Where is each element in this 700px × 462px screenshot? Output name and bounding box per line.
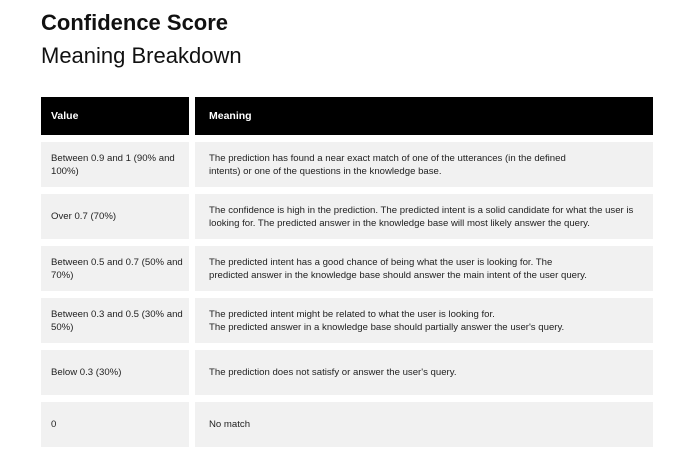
table-row	[41, 246, 653, 291]
meaning-cell	[195, 298, 653, 343]
meaning-cell	[195, 350, 653, 395]
meaning-line: The predicted answer in a knowledge base should partially answer the user's query.	[209, 321, 565, 333]
meaning-cell	[195, 194, 653, 239]
value-cell: 0	[41, 402, 189, 447]
table-row	[41, 350, 653, 395]
meaning-line: The predicted intent might be related to what the user is looking for.	[209, 308, 495, 320]
meaning-line: The prediction has found a near exact match of one of the utterances (in the defined	[209, 152, 566, 164]
meaning-line: No match	[209, 419, 251, 430]
meaning-line: The confidence is high in the prediction. The predicted intent is a solid candidate for what the user is	[209, 204, 634, 216]
meaning-cell	[195, 142, 653, 187]
table-row	[41, 142, 653, 187]
meaning-line: The predicted intent has a good chance of being what the user is looking for. The	[209, 256, 553, 268]
header-value: Value	[41, 97, 189, 135]
value-cell: Between 0.3 and 0.5 (30% and 50%)	[41, 298, 189, 343]
table-row	[41, 194, 653, 239]
meaning-line: intents) or one of the questions in the knowledge base.	[209, 165, 442, 177]
meaning-cell	[195, 246, 653, 291]
meaning-line: The prediction does not satisfy or answer the user's query.	[209, 367, 457, 378]
confidence-table	[41, 97, 653, 454]
table-row	[41, 298, 653, 343]
meaning-line: looking for. The predicted answer in the knowledge base will most likely answer the query.	[209, 217, 590, 229]
table-header-row	[41, 97, 653, 135]
table-row	[41, 402, 653, 447]
meaning-line: predicted answer in the knowledge base should answer the main intent of the user query.	[209, 269, 587, 281]
header-meaning: Meaning	[195, 97, 653, 135]
value-cell: Between 0.9 and 1 (90% and 100%)	[41, 142, 189, 187]
value-cell: Between 0.5 and 0.7 (50% and 70%)	[41, 246, 189, 291]
page-title: Confidence Score	[41, 10, 229, 35]
page-subtitle: Meaning Breakdown	[41, 43, 242, 68]
meaning-cell	[195, 402, 653, 447]
value-cell: Over 0.7 (70%)	[41, 194, 189, 239]
value-cell: Below 0.3 (30%)	[41, 350, 189, 395]
